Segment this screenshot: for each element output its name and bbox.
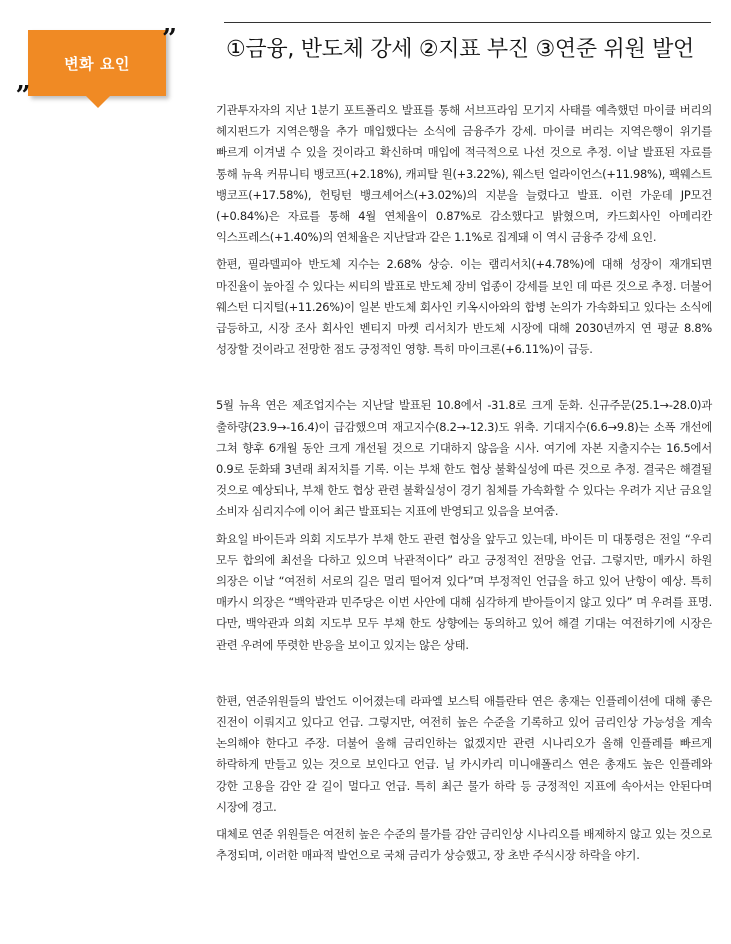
open-quote-mark: „ — [16, 66, 31, 96]
paragraph-financials: 기관투자자의 지난 1분기 포트폴리오 발표를 통해 서브프라임 모기지 사태를 예측했던 마이클 버리의 헤지펀드가 지역은행을 추가 매입했다는 소식에 금융주가 강세. 마이클 버리는 지역은행이 위기를 빠르게 이겨낼 수 있을 것이라고 확신하며 매입에 적극적으로 나선 것으로 추정. 이날 발표된 자료를 통해 뉴욕 커뮤니티 뱅코프(+2.18%), 캐피탈 원(+3.22%), 웨스턴 얼라이언스(+11.98%), 팩웨스트 뱅코프(+17.58%), 헌팅턴 뱅크셰어스(+3.02%)의 지분을 늘렸다고 발표. 이런 가운데 JP모건(+0.84%)은 자료를 통해 4월 연체율이 0.87%로 감소했다고 밝혔으며, 카드회사인 아메리칸 익스프레스(+1.40%)의 연체율은 지난달과 같은 1.1%로 집계돼 이 역시 금융주 강세 요인. — [216, 103, 712, 245]
close-quote-mark: ” — [162, 24, 177, 54]
paragraph-empire-state-index: 5월 뉴욕 연은 제조업지수는 지난달 발표된 10.8에서 -31.8로 크게 둔화. 신규주문(25.1→-28.0)과 출하량(23.9→-16.4)이 급감했으며 재고지수(8.2→-12.3)도 위축. 기대지수(6.6→9.8)는 소폭 개선에 그쳐 향후 6개월 동안 크게 개선될 것으로 기대하지 않음을 시사. 여기에 자본 지출지수는 16.5에서 0.9로 둔화돼 3년래 최저치를 기록. 이는 부채 한도 협상 불확실성에 따른 것으로 추정. 결국은 해결될 것으로 예상되나, 부채 한도 협상 관련 불확실성이 경기 침체를 가속화할 수 있다는 우려가 지난 금요일 소비자 심리지수에 이어 최근 발표되는 지표에 반영되고 있음을 보여줌. — [216, 398, 712, 519]
paragraph-debt-ceiling: 화요일 바이든과 의회 지도부가 부채 한도 관련 협상을 앞두고 있는데, 바이든 미 대통령은 전일 “우리 모두 합의에 최선을 다하고 있으며 낙관적이다” 라고 긍정적인 전망을 언급. 그렇지만, 매카시 하원 의장은 이날 “여전히 서로의 길은 멀리 떨어져 있다”며 부정적인 언급을 하고 있어 난항이 예상. 특히 매카시 의장은 “백악관과 민주당은 이번 사안에 대해 심각하게 받아들이지 않고 있다” 며 우려를 표명. 다만, 백악관과 의회 지도부 모두 부채 한도 상향에는 동의하고 있어 해결 기대는 여전하기에 시장은 관련 우려에 뚜렷한 반응을 보이고 있지는 않은 상태. — [216, 531, 712, 652]
badge-label: 변화 요인 — [64, 54, 130, 73]
section-gap — [216, 662, 712, 691]
paragraph-fed-summary: 대체로 연준 위원들은 여전히 높은 수준의 물가를 감안 금리인상 시나리오를 배제하지 않고 있는 것으로 추정되며, 이러한 매파적 발언으로 국채 금리가 상승했고, 장 초반 주식시장 하락을 야기. — [216, 827, 712, 863]
article-body — [216, 100, 712, 873]
section-gap — [216, 366, 712, 395]
paragraph-fed-speakers: 한편, 연준위원들의 발언도 이어졌는데 라파엘 보스틱 애틀란타 연은 총재는 인플레이션에 대해 좋은 진전이 이뤄지고 있다고 언급. 그렇지만, 여전히 높은 수준을 기록하고 있어 금리인상 가능성을 계속 논의해야 한다고 주장. 더불어 올해 금리인하는 없겠지만 관련 시나리오가 올해 인플레를 빠르게 하락하게 만들고 있는 것으로 보인다고 언급. 닐 카시카리 미니애폴리스 연은 총재도 높은 인플레와 강한 고용을 감안 갈 길이 멀다고 언급. 특히 최근 물가 하락 등 긍정적인 지표에 속아서는 안된다며 시장에 경고. — [216, 693, 712, 814]
badge-box — [28, 30, 166, 96]
section-badge — [16, 22, 178, 114]
section-title: ①금융, 반도체 강세 ②지표 부진 ③연준 위원 발언 — [226, 37, 694, 62]
badge-pointer — [86, 96, 110, 108]
title-divider — [224, 22, 711, 23]
paragraph-semiconductors: 한편, 필라델피아 반도체 지수는 2.68% 상승. 이는 램리서치(+4.78%)에 대해 성장이 재개되면 마진율이 높아질 수 있다는 씨티의 발표로 반도체 장비 업종이 강세를 보인 데 따른 것으로 추정. 더불어 웨스턴 디지털(+11.26%)이 일본 반도체 회사인 키옥시아와의 합병 논의가 가속화되고 있다는 소식에 급등하고, 시장 조사 회사인 벤티지 마켓 리서치가 반도체 시장에 대해 2030년까지 연 평균 8.8% 성장할 것이라고 전망한 점도 긍정적인 영향. 특히 마이크론(+6.11%)이 급등. — [216, 257, 712, 357]
